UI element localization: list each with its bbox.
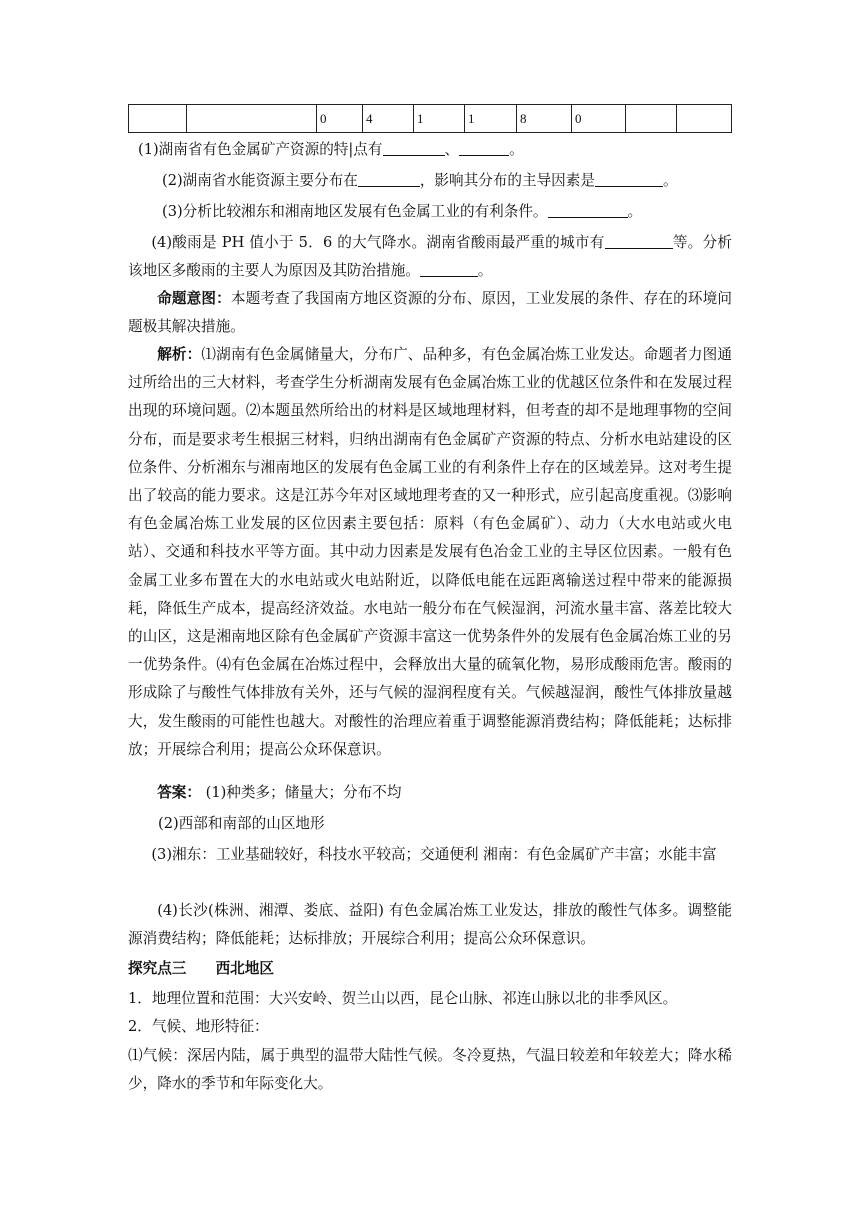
answer-line-3: (3)湘东：工业基础较好，科技水平较高；交通便利 湘南：有色金属矿产丰富；水能丰富	[151, 846, 717, 863]
table-cell: 4	[363, 105, 414, 133]
question-2: (2)湖南省水能资源主要分布在 ，影响其分布的主导因素是 。	[162, 172, 678, 189]
table-cell: 1	[465, 105, 517, 133]
section-item-3: ⑴气候：深居内陆，属于典型的温带大陆性气候。冬冷夏热，气温日较差和年较差大；降水稀少，降水的季节和年际变化大。	[128, 1047, 732, 1093]
answer-label: 答案：	[157, 784, 201, 801]
table-cell	[129, 105, 187, 133]
question-1: (1)湖南省有色金属矿产资源的特|点有 、 。	[138, 141, 524, 158]
answer-line-1: 答案： (1)种类多；储量大；分布不均	[157, 784, 402, 801]
table-cell: 0	[572, 105, 626, 133]
table-cell	[677, 105, 732, 133]
answer-blank	[459, 140, 509, 156]
table-cell: 0	[317, 105, 363, 133]
answer-line-2: (2)西部和南部的山区地形	[158, 815, 325, 832]
section-item-2: 2．气候、地形特征：	[128, 1018, 269, 1035]
answer-line-4: (4)长沙(株洲、湘潭、娄底、益阳) 有色金属冶炼工业发达，排放的酸性气体多。调整能源消费结构；降低能耗；达标排放；开展综合利用；提高公众环保意识。	[128, 902, 732, 948]
table-cell	[626, 105, 677, 133]
table-cell: 8	[517, 105, 572, 133]
answer-blank	[358, 171, 420, 187]
answer-blank	[383, 140, 445, 156]
data-table-fragment	[128, 104, 732, 133]
table-row	[129, 105, 732, 133]
analysis-label: 解析：	[157, 346, 202, 363]
answer-blank	[548, 202, 628, 218]
table-cell	[187, 105, 317, 133]
intent-paragraph: 命题意图：本题考查了我国南方地区资源的分布、原因，工业发展的条件、存在的环境问题极其解决措施。	[128, 290, 732, 336]
answer-blank	[595, 171, 663, 187]
section-title: 探究点三 西北地区	[128, 960, 274, 977]
intent-label: 命题意图：	[157, 290, 231, 307]
table-cell: 1	[414, 105, 465, 133]
question-4: (4)酸雨是 PH 值小于 5．6 的大气降水。湖南省酸雨最严重的城市有 等。分析该地区多酸雨的主要人为原因及其防治措施。 。	[128, 234, 732, 280]
question-3: (3)分析比较湘东和湘南地区发展有色金属工业的有利条件。 。	[162, 203, 643, 220]
section-item-1: 1．地理位置和范围：大兴安岭、贺兰山以西，昆仑山脉、祁连山脉以北的非季风区。	[128, 990, 678, 1007]
answer-blank	[605, 233, 673, 249]
analysis-paragraph: 解析：⑴湖南有色金属储量大，分布广、品种多，有色金属冶炼工业发达。命题者力图通过所给出的三大材料，考查学生分析湖南发展有色金属冶炼工业的优越区位条件和在发展过程出现的环境问题。⑵本题虽然所给出的材料是区域地理材料，但考查的却不是地理事物的空间分布，而是要求考生根据三材料，归纳出湖南有色金属矿产资源的特点、分析水电站建设的区位条件、分析湘东与湘南地区的发展有色金属工业的有利条件上存在的区域差异。这对考生提出了较高的能力要求。这是江苏今年对区域地理考查的又一种形式，应引起高度重视。⑶影响有色金属冶炼工业发展的区位因素主要包括：原料（有色金属矿）、动力（大水电站或火电站）、交通和科技水平等方面。其中动力因素是发展有色冶金工业的主导区位因素。一般有色金属工业多布置在大的水电站或火电站附近，以降低电能在远距离输送过程中带来的能源损耗，降低生产成本，提高经济效益。水电站一般分布在气候湿润，河流水量丰富、落差比较大的山区，这是湘南地区除有色金属矿产资源丰富这一优势条件外的发展有色金属冶炼工业的另一优势条件。⑷有色金属在冶炼过程中，会释放出大量的硫氧化物，易形成酸雨危害。酸雨的形成除了与酸性气体排放有关外，还与气候的湿润程度有关。气候越湿润，酸性气体排放量越大，发生酸雨的可能性也越大。对酸性的治理应着重于调整能源消费结构；降低能耗；达标排放；开展综合利用；提高公众环保意识。	[128, 346, 732, 758]
answer-blank	[420, 262, 478, 278]
